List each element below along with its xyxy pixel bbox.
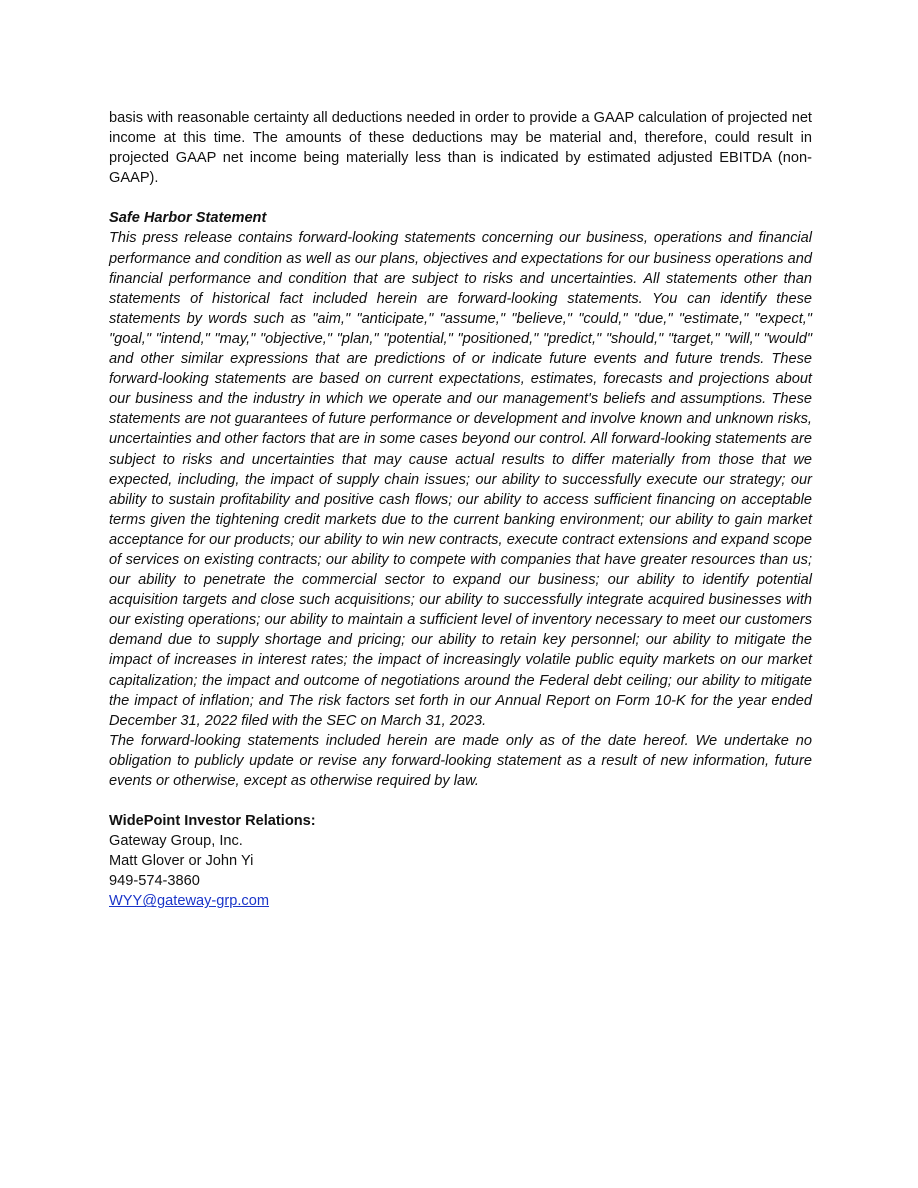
document-page <box>109 108 812 912</box>
investor-relations-contacts: Matt Glover or John Yi <box>109 853 254 870</box>
investor-relations-company: Gateway Group, Inc. <box>109 833 243 850</box>
safe-harbor-heading: Safe Harbor Statement <box>109 210 267 227</box>
investor-relations-heading: WidePoint Investor Relations: <box>109 813 316 830</box>
paragraph-spacer <box>109 188 812 208</box>
intro-paragraph: basis with reasonable certainty all deductions needed in order to provide a GAAP calculation of projected net income at this time. The amounts of these deductions may be material and, therefore, could result in projected GAAP net income being materially less than is indicated by estimated adjusted EBITDA (non-GAAP). <box>109 110 812 187</box>
safe-harbor-closing: The forward-looking statements included herein are made only as of the date hereof. We undertake no obligation to publicly update or revise any forward-looking statement as a result of new information, future events or otherwise, except as otherwise required by law. <box>109 732 812 789</box>
investor-relations-phone: 949-574-3860 <box>109 873 200 890</box>
safe-harbor-body: This press release contains forward-looking statements concerning our business, operations and financial performance and condition as well as our plans, objectives and expectations for our business operations and financial performance and condition that are subject to risks and uncertainties. All statements other than statements of historical fact included herein are forward-looking statements. You can identify these statements by words such as "aim," "anticipate," "assume," "believe," "could," "due," "estimate," "expect," "goal," "intend," "may," "objective," "plan," "potential," "positioned," "predict," "should," "target," "will," "would" and other similar expressions that are predictions of or indicate future events and future trends. These forward-looking statements are based on current expectations, estimates, forecasts and projections about our business and the industry in which we operate and our management's beliefs and assumptions. These statements are not guarantees of future performance or development and involve known and unknown risks, uncertainties and other factors that are in some cases beyond our control. All forward-looking statements are subject to risks and uncertainties that may cause actual results to differ materially from those that we expected, including, the impact of supply chain issues; our ability to successfully execute our strategy; our ability to sustain profitability and positive cash flows; our ability to access sufficient financing on acceptable terms given the tightening credit markets due to the current banking environment; our ability to gain market acceptance for our products; our ability to win new contracts, execute contract extensions and expand scope of services on existing contracts; our ability to compete with companies that have greater resources than us; our ability to penetrate the commercial sector to expand our business; our ability to identify potential acquisition targets and close such acquisitions; our ability to successfully integrate acquired businesses with our existing operations; our ability to maintain a sufficient level of inventory necessary to meet our customers demand due to supply shortage and pricing; our ability to retain key personnel; our ability to mitigate the impact of increases in interest rates; the impact of increasingly volatile public equity markets on our market capitalization; the impact and outcome of negotiations around the Federal debt ceiling; our ability to mitigate the impact of inflation; and The risk factors set forth in our Annual Report on Form 10-K for the year ended December 31, 2022 filed with the SEC on March 31, 2023. <box>109 230 812 729</box>
investor-relations-email-link[interactable]: WYY@gateway-grp.com <box>109 893 269 910</box>
paragraph-spacer <box>109 791 812 811</box>
